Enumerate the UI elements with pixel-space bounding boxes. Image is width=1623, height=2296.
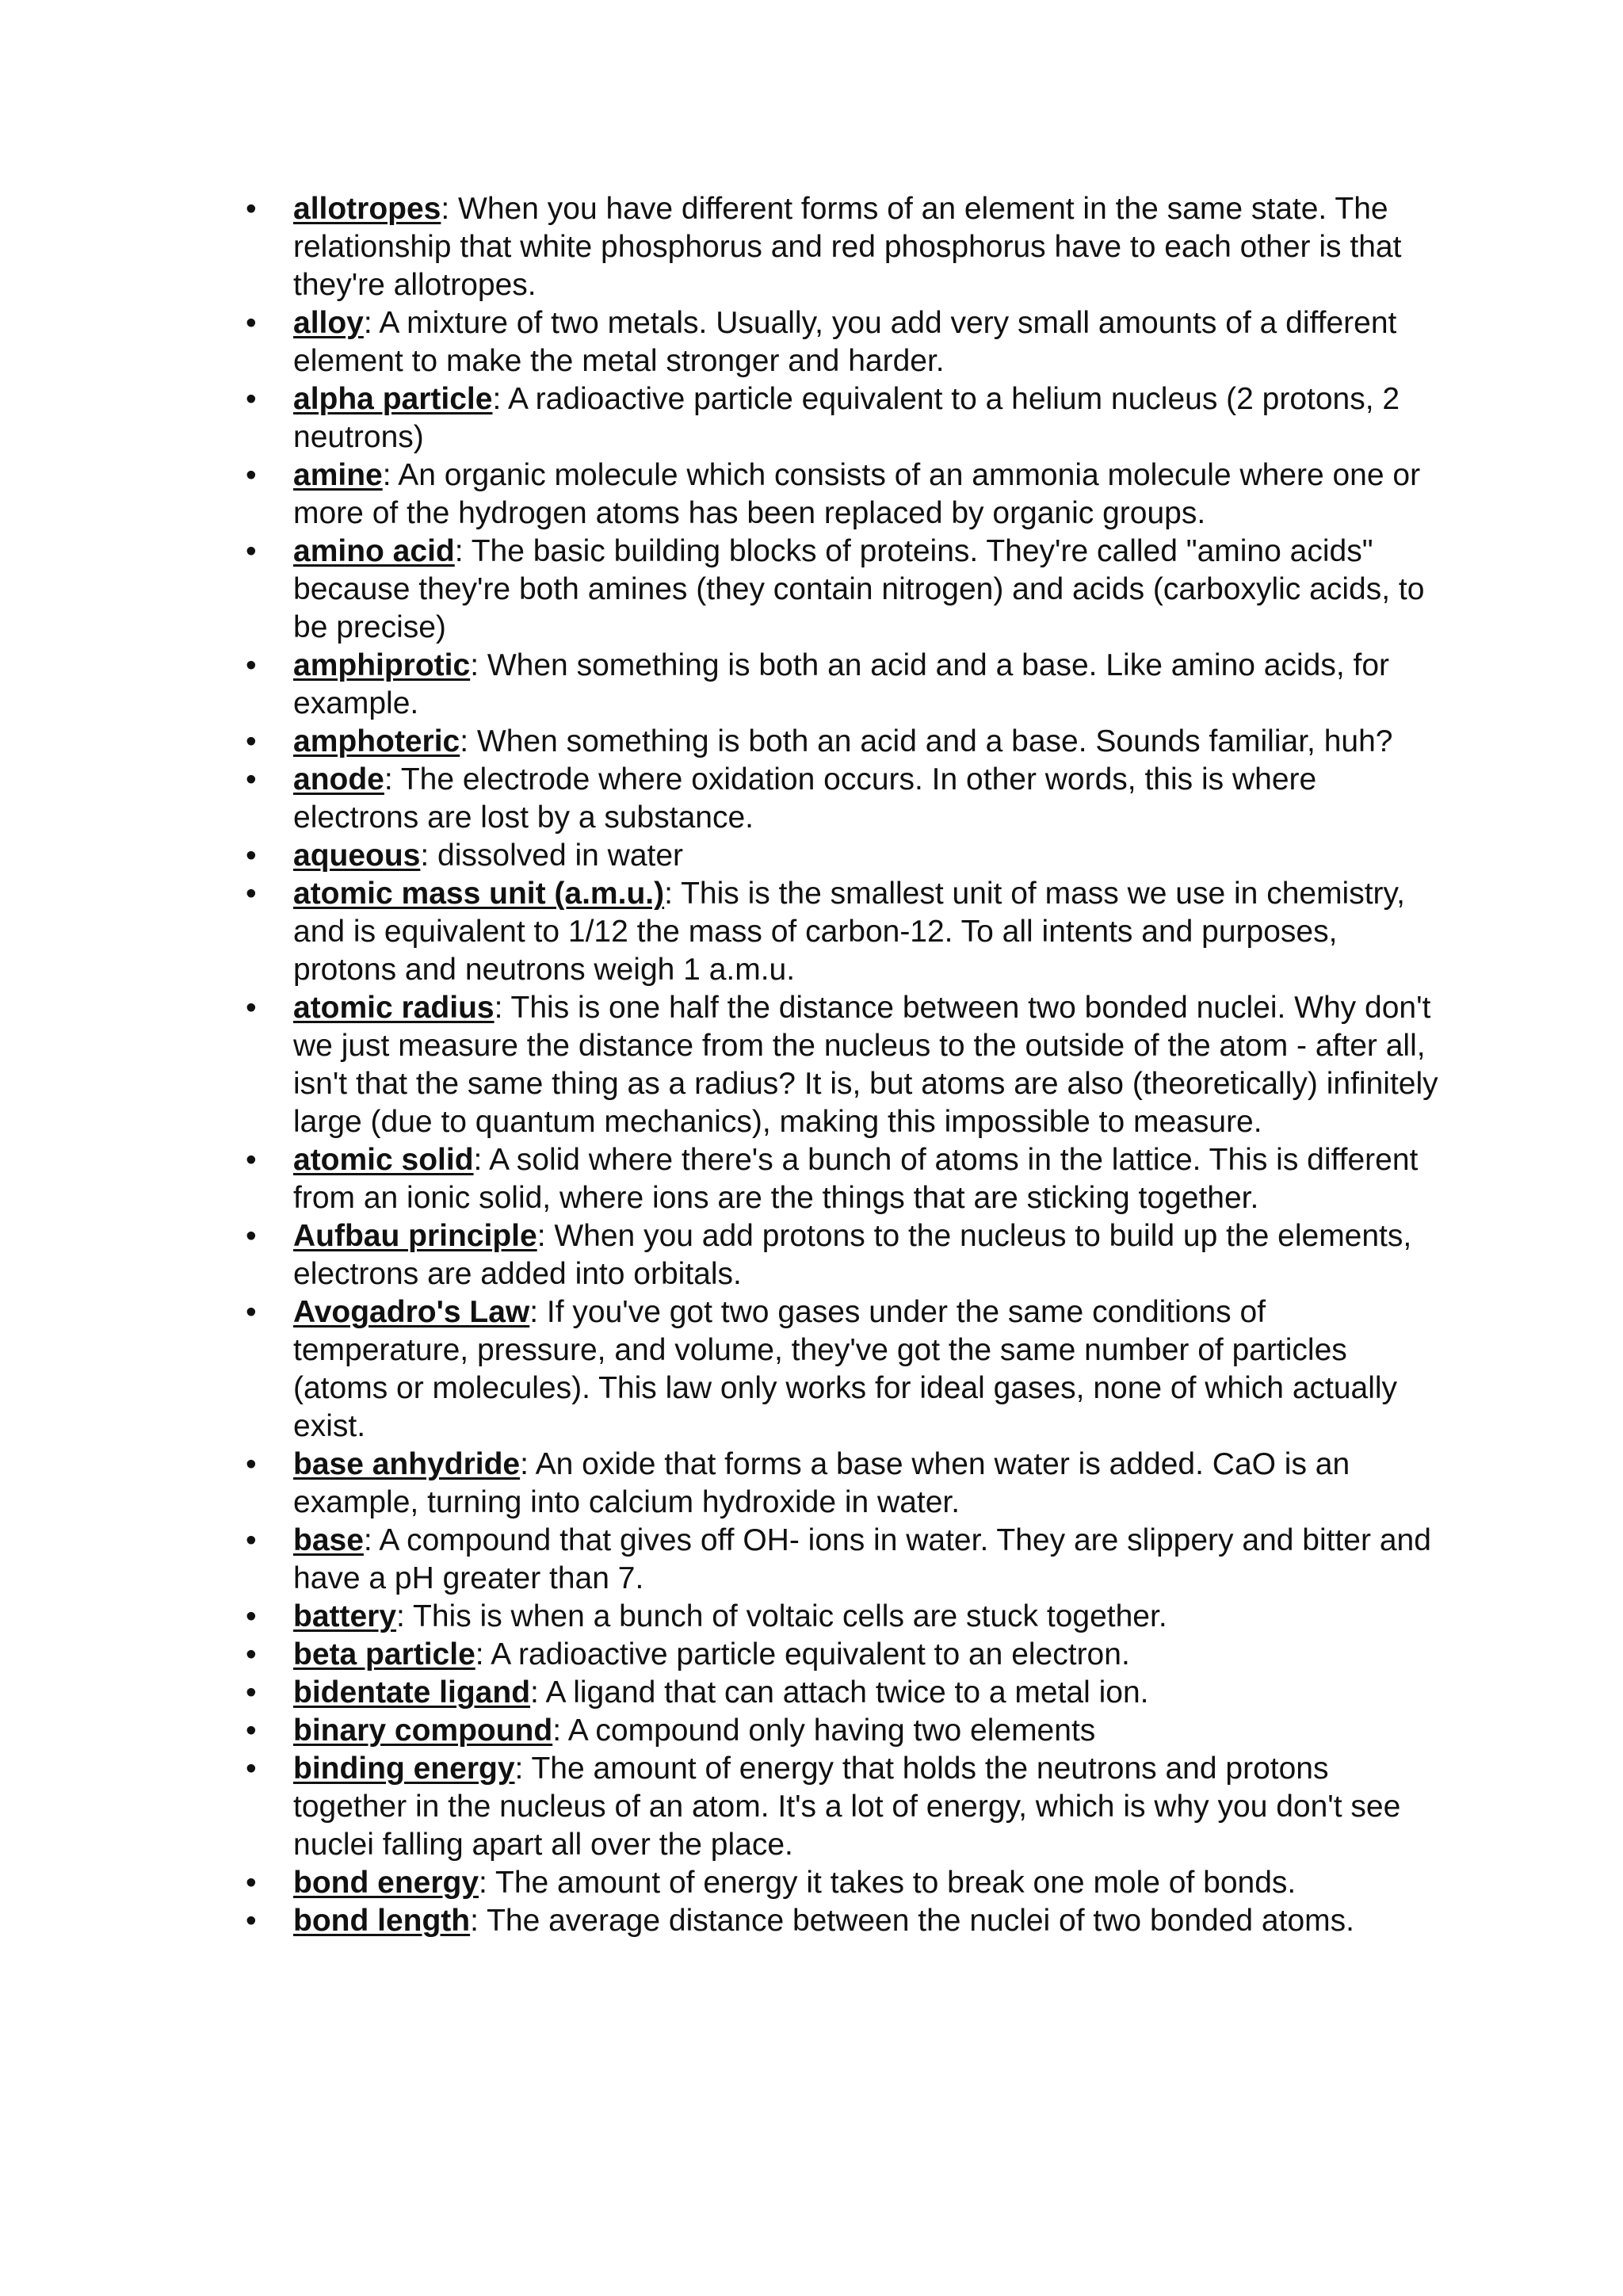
bullet-icon: • <box>246 1904 257 1938</box>
bullet-icon: • <box>246 1752 257 1786</box>
bullet-icon: • <box>246 762 257 797</box>
bullet-icon: • <box>246 1866 257 1900</box>
glossary-entry <box>238 1864 1442 1902</box>
glossary-definition: : If you've got two gases under the same conditions of temperature, pressure, and volume, they've got the same number of particles (atoms or molecules). This law only works for ideal gases, none of which actually exist. <box>293 1295 1398 1443</box>
glossary-definition: : A compound only having two elements <box>552 1713 1096 1748</box>
glossary-definition: : A radioactive particle equivalent to an electron. <box>475 1637 1130 1671</box>
glossary-definition: : dissolved in water <box>420 839 684 873</box>
glossary-definition: : A ligand that can attach twice to a metal ion. <box>530 1675 1149 1710</box>
glossary-definition: : An organic molecule which consists of an ammonia molecule where one or more of the hydrogen atoms has been replaced by organic groups. <box>293 458 1421 530</box>
glossary-term: atomic mass unit (a.m.u.) <box>293 877 665 911</box>
glossary-term: bidentate ligand <box>293 1675 531 1710</box>
glossary-entry <box>238 1293 1442 1446</box>
glossary-entry <box>238 1750 1442 1864</box>
glossary-entry <box>238 380 1442 457</box>
glossary-definition: : When something is both an acid and a base. Sounds familiar, huh? <box>460 724 1393 758</box>
glossary-definition: : A mixture of two metals. Usually, you add very small amounts of a different element to make the metal stronger and harder. <box>293 306 1397 378</box>
glossary-entry <box>238 1636 1442 1674</box>
glossary-entry <box>238 1712 1442 1750</box>
bullet-icon: • <box>246 1143 257 1177</box>
glossary-entry <box>238 1522 1442 1598</box>
glossary-entry <box>238 457 1442 533</box>
glossary-definition: : This is when a bunch of voltaic cells are stuck together. <box>396 1599 1167 1633</box>
bullet-icon: • <box>246 1637 257 1671</box>
glossary-definition: : When you have different forms of an element in the same state. The relationship that white phosphorus and red phosphorus have to each other is that they're allotropes. <box>293 192 1402 302</box>
bullet-icon: • <box>246 458 257 492</box>
glossary-term: beta particle <box>293 1637 475 1671</box>
glossary-entry <box>238 723 1442 761</box>
glossary-term: bond energy <box>293 1866 479 1900</box>
glossary-term: alpha particle <box>293 382 493 416</box>
glossary-entry <box>238 989 1442 1141</box>
glossary-term: binding energy <box>293 1752 515 1786</box>
bullet-icon: • <box>246 1447 257 1481</box>
glossary-definition: : The amount of energy that holds the neutrons and protons together in the nucleus of an atom. It's a lot of energy, which is why you don't see nuclei falling apart all over the place. <box>293 1752 1401 1862</box>
glossary-definition: : This is one half the distance between two bonded nuclei. Why don't we just measure the distance from the nucleus to the outside of the atom - after all, isn't that the same thing as a radius? It is, but atoms are also (theoretically) infinitely large (due to quantum mechanics), making this impossible to measure. <box>293 991 1438 1139</box>
glossary-entry <box>238 1598 1442 1636</box>
glossary-term: atomic solid <box>293 1143 474 1177</box>
glossary-entry <box>238 533 1442 647</box>
bullet-icon: • <box>246 534 257 568</box>
glossary-term: Aufbau principle <box>293 1219 537 1253</box>
bullet-icon: • <box>246 724 257 758</box>
glossary-entry <box>238 1902 1442 1940</box>
glossary-definition: : When you add protons to the nucleus to build up the elements, electrons are added into orbitals. <box>293 1219 1412 1291</box>
bullet-icon: • <box>246 1675 257 1710</box>
glossary-term: aqueous <box>293 839 421 873</box>
glossary-term: binary compound <box>293 1713 553 1748</box>
glossary-entry <box>238 1141 1442 1217</box>
bullet-icon: • <box>246 1295 257 1329</box>
bullet-icon: • <box>246 1523 257 1557</box>
glossary-definition: : The basic building blocks of proteins. They're called "amino acids" because they're both amines (they contain nitrogen) and acids (carboxylic acids, to be precise) <box>293 534 1425 644</box>
glossary-list <box>238 190 1442 1940</box>
glossary-definition: : A radioactive particle equivalent to a helium nucleus (2 protons, 2 neutrons) <box>293 382 1400 454</box>
bullet-icon: • <box>246 1599 257 1633</box>
glossary-term: amine <box>293 458 383 492</box>
glossary-definition: : The average distance between the nuclei of two bonded atoms. <box>470 1904 1354 1938</box>
glossary-entry <box>238 304 1442 380</box>
glossary-term: atomic radius <box>293 991 495 1025</box>
glossary-entry <box>238 1217 1442 1293</box>
glossary-definition: : This is the smallest unit of mass we use in chemistry, and is equivalent to 1/12 the mass of carbon-12. To all intents and purposes, protons and neutrons weigh 1 a.m.u. <box>293 877 1405 987</box>
glossary-term: base <box>293 1523 364 1557</box>
glossary-definition: : An oxide that forms a base when water is added. CaO is an example, turning into calcium hydroxide in water. <box>293 1447 1350 1519</box>
glossary-term: alloy <box>293 306 364 340</box>
glossary-entry <box>238 761 1442 837</box>
glossary-term: battery <box>293 1599 397 1633</box>
bullet-icon: • <box>246 991 257 1025</box>
glossary-term: amphiprotic <box>293 648 471 682</box>
glossary-term: amphoteric <box>293 724 460 758</box>
glossary-term: Avogadro's Law <box>293 1295 530 1329</box>
bullet-icon: • <box>246 382 257 416</box>
bullet-icon: • <box>246 192 257 226</box>
bullet-icon: • <box>246 1219 257 1253</box>
glossary-term: amino acid <box>293 534 455 568</box>
bullet-icon: • <box>246 648 257 682</box>
bullet-icon: • <box>246 306 257 340</box>
glossary-term: allotropes <box>293 192 441 226</box>
glossary-entry <box>238 647 1442 723</box>
glossary-definition: : A compound that gives off OH- ions in water. They are slippery and bitter and have a pH greater than 7. <box>293 1523 1431 1595</box>
glossary-definition: : The amount of energy it takes to break one mole of bonds. <box>479 1866 1296 1900</box>
bullet-icon: • <box>246 877 257 911</box>
glossary-term: base anhydride <box>293 1447 521 1481</box>
glossary-definition: : The electrode where oxidation occurs. In other words, this is where electrons are lost by a substance. <box>293 762 1317 835</box>
bullet-icon: • <box>246 1713 257 1748</box>
glossary-definition: : A solid where there's a bunch of atoms in the lattice. This is different from an ionic solid, where ions are the things that are sticking together. <box>293 1143 1419 1215</box>
bullet-icon: • <box>246 839 257 873</box>
glossary-term: bond length <box>293 1904 471 1938</box>
glossary-entry <box>238 1674 1442 1712</box>
glossary-definition: : When something is both an acid and a base. Like amino acids, for example. <box>293 648 1390 720</box>
glossary-entry <box>238 1446 1442 1522</box>
glossary-entry <box>238 837 1442 875</box>
glossary-term: anode <box>293 762 384 797</box>
glossary-entry <box>238 190 1442 304</box>
glossary-entry <box>238 875 1442 989</box>
